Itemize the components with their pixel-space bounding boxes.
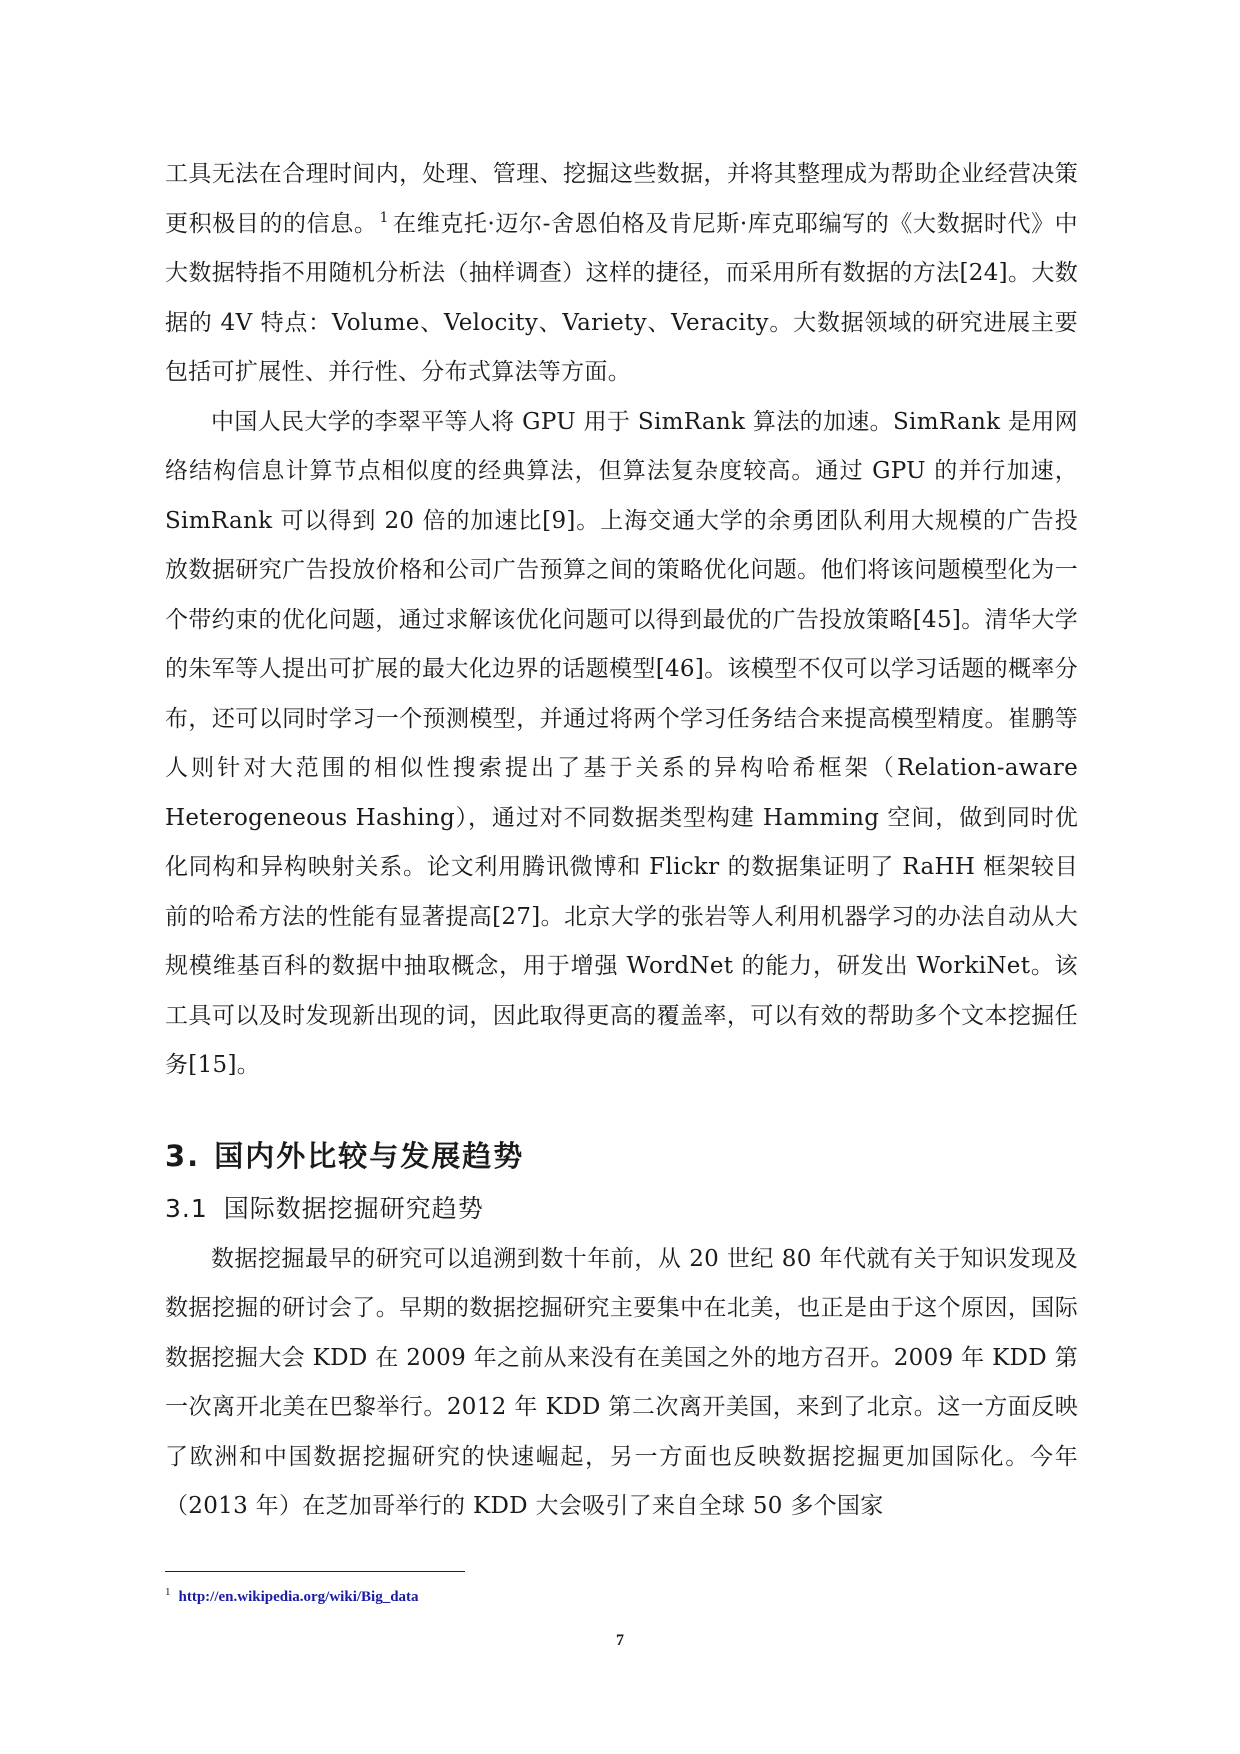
page-content — [165, 150, 1078, 1532]
paragraph-text: 工具无法在合理时间内，处理、管理、挖掘这些数据，并将其整理成为帮助企业经营决策更积极目的的信息。 — [165, 161, 1078, 237]
footnote-mark: 1 — [165, 1586, 171, 1598]
footnote-reference[interactable]: 1 — [379, 209, 389, 226]
paragraph-text: 在维克托·迈尔-舍恩伯格及肯尼斯·库克耶编写的《大数据时代》中大数据特指不用随机分析法（抽样调查）这样的捷径，而采用所有数据的方法[24]。大数据的 4V 特点：Volume、Velocity、Variety、Veracity。大数据领域的研究进展主要包括可扩展性、并行性、分布式算法等方面。 — [165, 210, 1078, 385]
footnote-link[interactable]: http://en.wikipedia.org/wiki/Big_data — [178, 1589, 419, 1605]
footnote — [165, 1580, 419, 1609]
section-title: 国内外比较与发展趋势 — [214, 1138, 525, 1173]
subsection-title: 国际数据挖掘研究趋势 — [223, 1193, 484, 1223]
section-number: 3. — [165, 1138, 201, 1173]
subsection-heading — [165, 1187, 1078, 1231]
paragraph-international-trends: 数据挖掘最早的研究可以追溯到数十年前，从 20 世纪 80 年代就有关于知识发现及数据挖掘的研讨会了。早期的数据挖掘研究主要集中在北美，也正是由于这个原因，国际数据挖掘大会 KDD 在 2009 年之前从来没有在美国之外的地方召开。2009 年 KDD 第一次离开北美在巴黎举行。2012 年 KDD 第二次离开美国，来到了北京。这一方面反映了欧洲和中国数据挖掘研究的快速崛起，另一方面也反映数据挖掘更加国际化。今年（2013 年）在芝加哥举行的 KDD 大会吸引了来自全球 50 多个国家 — [165, 1245, 1078, 1519]
paragraph-domestic-research: 中国人民大学的李翠平等人将 GPU 用于 SimRank 算法的加速。SimRank 是用网络结构信息计算节点相似度的经典算法，但算法复杂度较高。通过 GPU 的并行加速，SimRank 可以得到 20 倍的加速比[9]。上海交通大学的余勇团队利用大规模的广告投放数据研究广告投放价格和公司广告预算之间的策略优化问题。他们将该问题模型化为一个带约束的优化问题，通过求解该优化问题可以得到最优的广告投放策略[45]。清华大学的朱军等人提出可扩展的最大化边界的话题模型[46]。该模型不仅可以学习话题的概率分布，还可以同时学习一个预测模型，并通过将两个学习任务结合来提高模型精度。崔鹏等人则针对大范围的相似性搜索提出了基于关系的异构哈希框架（Relation-aware Heterogeneous Hashing），通过对不同数据类型构建 Hamming 空间，做到同时优化同构和异构映射关系。论文利用腾讯微博和 Flickr 的数据集证明了 RaHH 框架较目前的哈希方法的性能有显著提高[27]。北京大学的张岩等人利用机器学习的办法自动从大规模维基百科的数据中抽取概念，用于增强 WordNet 的能力，研发出 WorkiNet。该工具可以及时发现新出现的词，因此取得更高的覆盖率，可以有效的帮助多个文本挖掘任务[15]。 — [165, 408, 1078, 1078]
footnote-divider — [165, 1571, 465, 1572]
paragraph-big-data-definition — [165, 150, 1078, 398]
section-heading — [165, 1133, 1078, 1179]
page-number: 7 — [616, 1632, 624, 1649]
subsection-number: 3.1 — [165, 1193, 208, 1223]
